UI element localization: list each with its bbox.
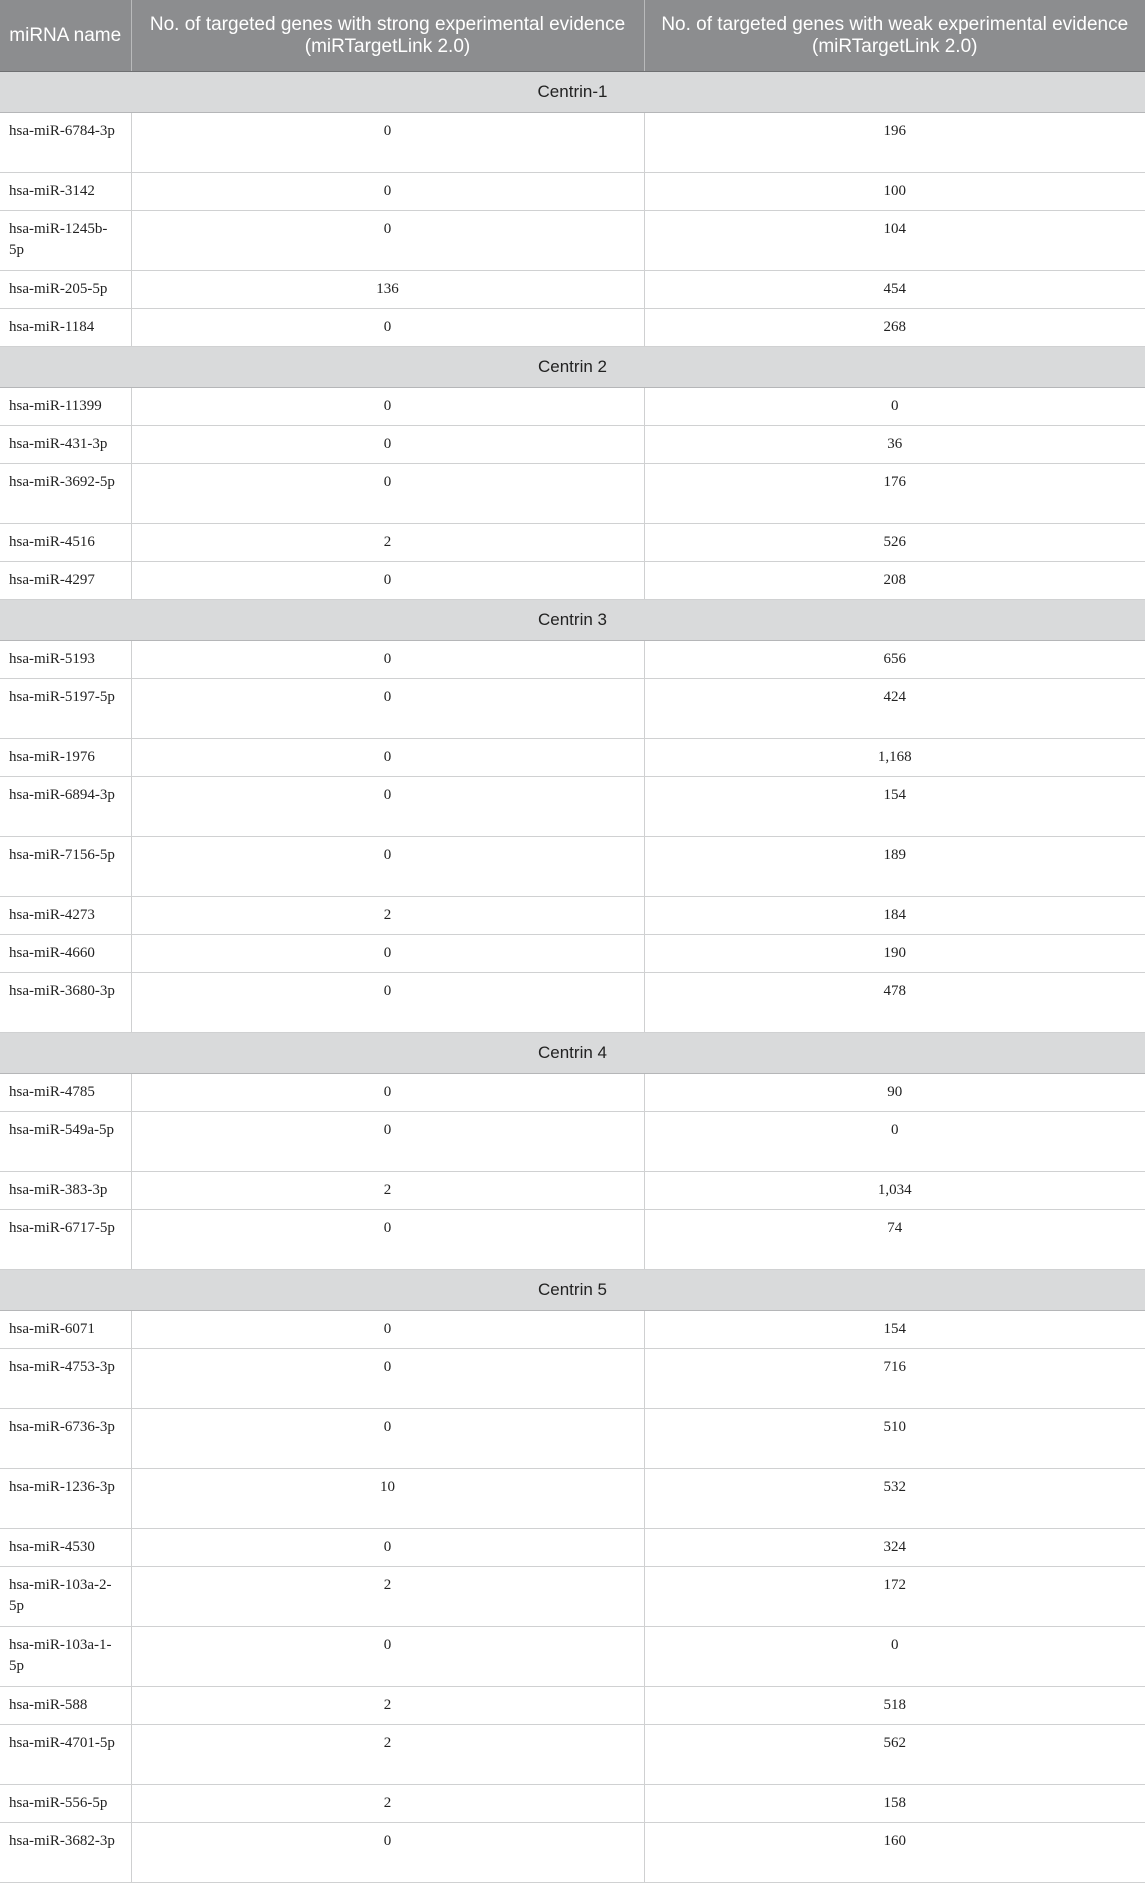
table-row — [0, 562, 1145, 600]
weak-evidence-cell: 100 — [644, 173, 1145, 211]
weak-evidence-cell: 154 — [644, 777, 1145, 837]
mirna-name-cell: hsa-miR-6717-5p — [0, 1210, 131, 1270]
table-row — [0, 1311, 1145, 1349]
table-row — [0, 1469, 1145, 1529]
strong-evidence-cell: 0 — [131, 1074, 644, 1112]
table-row — [0, 211, 1145, 271]
weak-evidence-cell: 1,034 — [644, 1172, 1145, 1210]
mirna-name-cell: hsa-miR-556-5p — [0, 1785, 131, 1823]
strong-evidence-cell: 0 — [131, 1823, 644, 1883]
header-strong-evidence: No. of targeted genes with strong experimental evidence (miRTargetLink 2.0) — [131, 0, 644, 72]
mirna-name-cell: hsa-miR-431-3p — [0, 426, 131, 464]
strong-evidence-cell: 0 — [131, 641, 644, 679]
mirna-name-cell: hsa-miR-6071 — [0, 1311, 131, 1349]
mirna-name-cell: hsa-miR-3680-3p — [0, 973, 131, 1033]
header-weak-evidence: No. of targeted genes with weak experimental evidence (miRTargetLink 2.0) — [644, 0, 1145, 72]
table-header — [0, 0, 1145, 72]
strong-evidence-cell: 0 — [131, 739, 644, 777]
group-row — [0, 600, 1145, 641]
table-row — [0, 1725, 1145, 1785]
header-row — [0, 0, 1145, 72]
mirna-name-cell: hsa-miR-4785 — [0, 1074, 131, 1112]
weak-evidence-cell: 74 — [644, 1210, 1145, 1270]
table-row — [0, 1210, 1145, 1270]
strong-evidence-cell: 2 — [131, 1687, 644, 1725]
table-row — [0, 777, 1145, 837]
table-row — [0, 1529, 1145, 1567]
strong-evidence-cell: 2 — [131, 524, 644, 562]
group-label: Centrin 3 — [0, 600, 1145, 641]
weak-evidence-cell: 0 — [644, 1112, 1145, 1172]
weak-evidence-cell: 562 — [644, 1725, 1145, 1785]
weak-evidence-cell: 324 — [644, 1529, 1145, 1567]
weak-evidence-cell: 184 — [644, 897, 1145, 935]
strong-evidence-cell: 0 — [131, 935, 644, 973]
mirna-name-cell: hsa-miR-3142 — [0, 173, 131, 211]
mirna-name-cell: hsa-miR-6784-3p — [0, 113, 131, 173]
weak-evidence-cell: 268 — [644, 309, 1145, 347]
mirna-name-cell: hsa-miR-4753-3p — [0, 1349, 131, 1409]
table-row — [0, 641, 1145, 679]
strong-evidence-cell: 0 — [131, 309, 644, 347]
mirna-name-cell: hsa-miR-1245b-5p — [0, 211, 131, 271]
table-row — [0, 1785, 1145, 1823]
table-row — [0, 739, 1145, 777]
table-row — [0, 1409, 1145, 1469]
weak-evidence-cell: 90 — [644, 1074, 1145, 1112]
weak-evidence-cell: 478 — [644, 973, 1145, 1033]
table-row — [0, 113, 1145, 173]
weak-evidence-cell: 0 — [644, 1627, 1145, 1687]
table-row — [0, 973, 1145, 1033]
mirna-name-cell: hsa-miR-103a-2-5p — [0, 1567, 131, 1627]
mirna-name-cell: hsa-miR-5197-5p — [0, 679, 131, 739]
table-row — [0, 1567, 1145, 1627]
weak-evidence-cell: 454 — [644, 271, 1145, 309]
mirna-name-cell: hsa-miR-4297 — [0, 562, 131, 600]
mirna-name-cell: hsa-miR-6894-3p — [0, 777, 131, 837]
group-label: Centrin-1 — [0, 72, 1145, 113]
weak-evidence-cell: 104 — [644, 211, 1145, 271]
strong-evidence-cell: 0 — [131, 777, 644, 837]
mirna-name-cell: hsa-miR-5193 — [0, 641, 131, 679]
strong-evidence-cell: 0 — [131, 837, 644, 897]
strong-evidence-cell: 0 — [131, 679, 644, 739]
table-row — [0, 1349, 1145, 1409]
table-row — [0, 309, 1145, 347]
strong-evidence-cell: 0 — [131, 1409, 644, 1469]
weak-evidence-cell: 154 — [644, 1311, 1145, 1349]
weak-evidence-cell: 518 — [644, 1687, 1145, 1725]
group-row — [0, 1270, 1145, 1311]
strong-evidence-cell: 2 — [131, 1172, 644, 1210]
group-row — [0, 347, 1145, 388]
strong-evidence-cell: 0 — [131, 1112, 644, 1172]
weak-evidence-cell: 656 — [644, 641, 1145, 679]
strong-evidence-cell: 0 — [131, 973, 644, 1033]
strong-evidence-cell: 0 — [131, 1529, 644, 1567]
mirna-name-cell: hsa-miR-1236-3p — [0, 1469, 131, 1529]
strong-evidence-cell: 0 — [131, 464, 644, 524]
strong-evidence-cell: 0 — [131, 211, 644, 271]
weak-evidence-cell: 196 — [644, 113, 1145, 173]
mirna-name-cell: hsa-miR-383-3p — [0, 1172, 131, 1210]
group-row — [0, 72, 1145, 113]
weak-evidence-cell: 176 — [644, 464, 1145, 524]
mirna-name-cell: hsa-miR-4516 — [0, 524, 131, 562]
strong-evidence-cell: 10 — [131, 1469, 644, 1529]
weak-evidence-cell: 158 — [644, 1785, 1145, 1823]
table-row — [0, 524, 1145, 562]
mirna-name-cell: hsa-miR-4530 — [0, 1529, 131, 1567]
table-row — [0, 173, 1145, 211]
strong-evidence-cell: 0 — [131, 426, 644, 464]
table-row — [0, 1074, 1145, 1112]
header-mirna-name: miRNA name — [0, 0, 131, 72]
weak-evidence-cell: 160 — [644, 1823, 1145, 1883]
weak-evidence-cell: 532 — [644, 1469, 1145, 1529]
weak-evidence-cell: 189 — [644, 837, 1145, 897]
mirna-name-cell: hsa-miR-11399 — [0, 388, 131, 426]
strong-evidence-cell: 2 — [131, 1725, 644, 1785]
mirna-name-cell: hsa-miR-4273 — [0, 897, 131, 935]
weak-evidence-cell: 424 — [644, 679, 1145, 739]
table-row — [0, 1627, 1145, 1687]
group-label: Centrin 5 — [0, 1270, 1145, 1311]
table-row — [0, 1687, 1145, 1725]
mirna-name-cell: hsa-miR-4660 — [0, 935, 131, 973]
table-row — [0, 1172, 1145, 1210]
strong-evidence-cell: 2 — [131, 897, 644, 935]
table-row — [0, 935, 1145, 973]
strong-evidence-cell: 0 — [131, 1627, 644, 1687]
mirna-name-cell: hsa-miR-1184 — [0, 309, 131, 347]
weak-evidence-cell: 510 — [644, 1409, 1145, 1469]
strong-evidence-cell: 0 — [131, 1349, 644, 1409]
mirna-name-cell: hsa-miR-205-5p — [0, 271, 131, 309]
mirna-name-cell: hsa-miR-588 — [0, 1687, 131, 1725]
mirna-name-cell: hsa-miR-549a-5p — [0, 1112, 131, 1172]
table-row — [0, 464, 1145, 524]
mirna-name-cell: hsa-miR-4701-5p — [0, 1725, 131, 1785]
strong-evidence-cell: 136 — [131, 271, 644, 309]
weak-evidence-cell: 172 — [644, 1567, 1145, 1627]
strong-evidence-cell: 2 — [131, 1785, 644, 1823]
weak-evidence-cell: 1,168 — [644, 739, 1145, 777]
weak-evidence-cell: 36 — [644, 426, 1145, 464]
mirna-name-cell: hsa-miR-6736-3p — [0, 1409, 131, 1469]
group-row — [0, 1033, 1145, 1074]
strong-evidence-cell: 0 — [131, 113, 644, 173]
table-row — [0, 679, 1145, 739]
table-row — [0, 426, 1145, 464]
mirna-name-cell: hsa-miR-3682-3p — [0, 1823, 131, 1883]
table-body — [0, 72, 1145, 1883]
weak-evidence-cell: 208 — [644, 562, 1145, 600]
strong-evidence-cell: 0 — [131, 1311, 644, 1349]
weak-evidence-cell: 190 — [644, 935, 1145, 973]
strong-evidence-cell: 2 — [131, 1567, 644, 1627]
mirna-name-cell: hsa-miR-7156-5p — [0, 837, 131, 897]
strong-evidence-cell: 0 — [131, 173, 644, 211]
table-row — [0, 1823, 1145, 1883]
mirna-name-cell: hsa-miR-103a-1-5p — [0, 1627, 131, 1687]
table-row — [0, 897, 1145, 935]
strong-evidence-cell: 0 — [131, 388, 644, 426]
group-label: Centrin 2 — [0, 347, 1145, 388]
group-label: Centrin 4 — [0, 1033, 1145, 1074]
table-row — [0, 271, 1145, 309]
table-row — [0, 388, 1145, 426]
table-row — [0, 837, 1145, 897]
mirna-name-cell: hsa-miR-1976 — [0, 739, 131, 777]
weak-evidence-cell: 0 — [644, 388, 1145, 426]
table-row — [0, 1112, 1145, 1172]
strong-evidence-cell: 0 — [131, 562, 644, 600]
weak-evidence-cell: 526 — [644, 524, 1145, 562]
weak-evidence-cell: 716 — [644, 1349, 1145, 1409]
mirna-name-cell: hsa-miR-3692-5p — [0, 464, 131, 524]
strong-evidence-cell: 0 — [131, 1210, 644, 1270]
